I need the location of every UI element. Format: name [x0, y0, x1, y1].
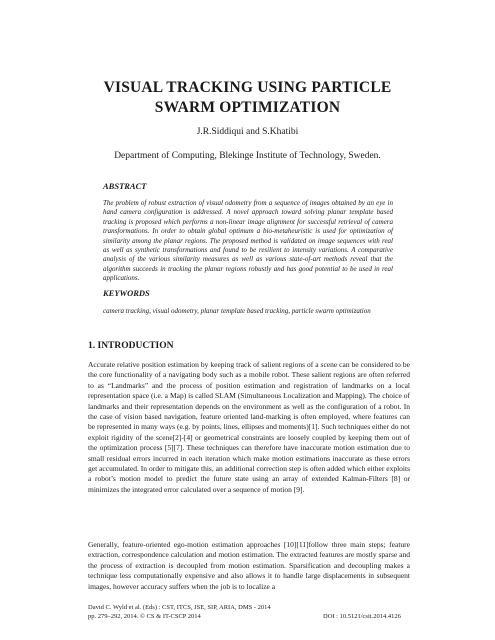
abstract-text: The problem of robust extraction of visual odometry from a sequence of images obtained by an eye in hand camera configuration is addressed. A novel approach toward solving planar template based tracking is proposed which performs a non-linear image alignment for successful retrieval of camera transformations. In order to obtain global optimum a bio-metaheuristic is used for optimization of similarity among the planar regions. The proposed method is validated on image sequences with real as well as synthetic transformations and found to be resilient to intensity variations. A comparative analysis of the various similarity measures as well as various state-of-art methods reveal that the algorithm succeeds in tracking the planar regions robustly and has good potential to be used in real applications.	[103, 199, 393, 283]
keywords-text: camera tracking, visual odometry, planar template based tracking, particle swarm optimization	[103, 307, 371, 315]
keywords-heading: KEYWORDS	[103, 288, 150, 298]
intro-paragraph-1: Accurate relative position estimation by keeping track of salient regions of a scene can be considered to be the core functionality of a navigating body such as a mobile robot. These salient regions are often referred to as “Landmarks” and the process of position estimation and registration of landmarks on a local representation space (i.e. a Map) is called SLAM (Simultaneous Localization and Mapping). The choice of landmarks and their representation depends on the environment as well as the configuration of a robot. In the case of vision based navigation, feature oriented land-marking is often employed, where features can be represented in many ways (e.g. by points, lines, ellipses and moments)[1]. Such techniques either do not exploit rigidity of the scene[2]-[4] or geometrical constraints are loosely coupled by keeping them out of the optimization process [5][7]. These techniques can therefore have inaccurate motion estimation due to small residual errors incurred in each iteration which make motion estimations inaccurate as these errors get accumulated. In order to mitigate this, an additional correction step is often added which either exploits a robot’s motion model to predict the future state using an array of extended Kalman-Filters [8] or minimizes the integrated error calculated over a sequence of motion [9].	[88, 360, 410, 494]
footer-doi: DOI : 10.5121/csit.2014.4126	[323, 613, 401, 620]
intro-paragraph-2: Generally, feature-oriented ego-motion estimation approaches [10][11]follow three main steps; feature extraction, correspondence calculation and motion estimation. The extracted features are mostly sparse and the process of extraction is decoupled from motion estimation. Sparsification and decoupling makes a technique less computationally expensive and also allows it to handle large displacements in subsequent images, however accuracy suffers when the job is to localize a	[88, 540, 410, 591]
title-line-2: SWARM OPTIMIZATION	[154, 99, 341, 116]
abstract-heading: ABSTRACT	[103, 181, 147, 191]
footer-citation	[88, 603, 271, 621]
footer-citation-line-1: David C. Wyld et al. (Eds) : CST, ITCS, JSE, SIP, ARIA, DMS - 2014	[88, 604, 271, 611]
paper-title	[60, 78, 435, 118]
footer-citation-line-2: pp. 279–292, 2014. © CS & IT-CSCP 2014	[88, 613, 201, 620]
affiliation: Department of Computing, Blekinge Institute of Technology, Sweden.	[114, 151, 381, 161]
title-line-1: VISUAL TRACKING USING PARTICLE	[103, 79, 392, 96]
authors: J.R.Siddiqui and S.Khatibi	[196, 127, 299, 137]
section-heading-introduction: 1. INTRODUCTION	[88, 341, 174, 351]
